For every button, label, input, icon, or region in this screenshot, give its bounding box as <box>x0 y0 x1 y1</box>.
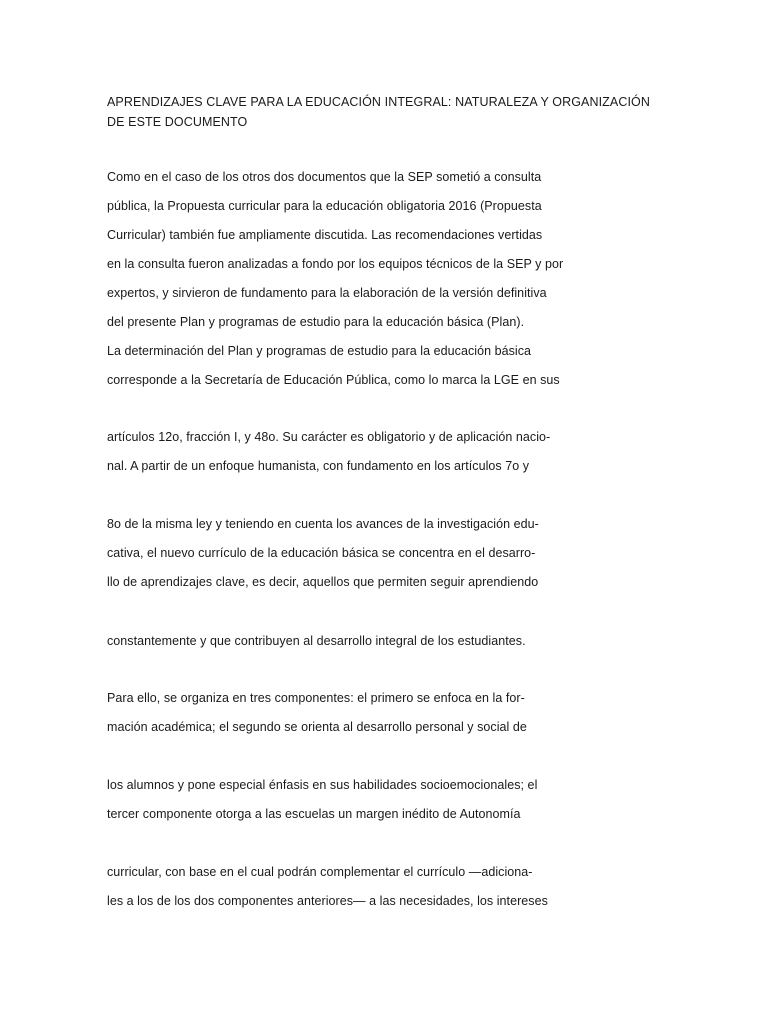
text-line: curricular, con base en el cual podrán complementar el currículo —adiciona- <box>107 865 533 879</box>
text-line: Curricular) también fue ampliamente discutida. Las recomendaciones vertidas <box>107 228 543 242</box>
text-line: La determinación del Plan y programas de estudio para la educación básica <box>107 344 532 358</box>
text-line: Como en el caso de los otros dos documentos que la SEP sometió a consulta <box>107 170 542 184</box>
text-line: Para ello, se organiza en tres componentes: el primero se enfoca en la for- <box>107 691 525 705</box>
text-line: nal. A partir de un enfoque humanista, con fundamento en los artículos 7o y <box>107 459 530 473</box>
text-line: artículos 12o, fracción I, y 48o. Su carácter es obligatorio y de aplicación nacio- <box>107 430 551 444</box>
text-line: mación académica; el segundo se orienta al desarrollo personal y social de <box>107 720 527 734</box>
text-line: pública, la Propuesta curricular para la educación obligatoria 2016 (Propuesta <box>107 199 542 213</box>
text-line: los alumnos y pone especial énfasis en sus habilidades socioemocionales; el <box>107 778 538 792</box>
text-line: expertos, y sirvieron de fundamento para la elaboración de la versión definitiva <box>107 286 547 300</box>
text-line: constantemente y que contribuyen al desarrollo integral de los estudiantes. <box>107 634 526 648</box>
text-line: en la consulta fueron analizadas a fondo por los equipos técnicos de la SEP y por <box>107 257 564 271</box>
text-line: les a los de los dos componentes anteriores— a las necesidades, los intereses <box>107 894 548 908</box>
document-title: APRENDIZAJES CLAVE PARA LA EDUCACIÓN INTEGRAL: NATURALEZA Y ORGANIZACIÓN DE ESTE DOCUMENTO <box>107 95 650 129</box>
text-line: cativa, el nuevo currículo de la educación básica se concentra en el desarro- <box>107 546 536 560</box>
text-line: tercer componente otorga a las escuelas un margen inédito de Autonomía <box>107 807 521 821</box>
text-line: llo de aprendizajes clave, es decir, aquellos que permiten seguir aprendiendo <box>107 575 539 589</box>
text-line: corresponde a la Secretaría de Educación Pública, como lo marca la LGE en sus <box>107 373 560 387</box>
text-line: del presente Plan y programas de estudio para la educación básica (Plan). <box>107 315 525 329</box>
text-line: 8o de la misma ley y teniendo en cuenta los avances de la investigación edu- <box>107 517 539 531</box>
